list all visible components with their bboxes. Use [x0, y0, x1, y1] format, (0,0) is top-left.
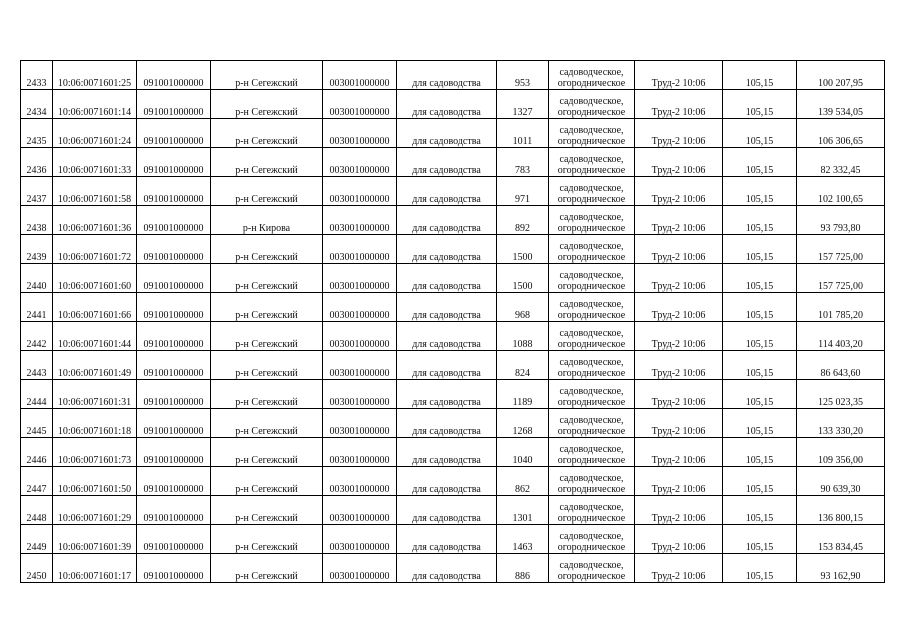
district-cell: р-н Сегежский	[211, 293, 323, 322]
table-body	[21, 61, 885, 583]
okato-code-cell: 091001000000	[137, 496, 211, 525]
land-use-line-1: садоводческое,	[559, 531, 624, 542]
cadastral-value-cell: 102 100,65	[797, 177, 885, 206]
rate-cell: 105,15	[723, 467, 797, 496]
row-number-cell: 2442	[21, 322, 53, 351]
oktmo-code-cell: 003001000000	[323, 554, 397, 583]
land-purpose-cell: для садоводства	[397, 148, 497, 177]
land-use-line-1: садоводческое,	[559, 299, 624, 310]
district-cell: р-н Сегежский	[211, 380, 323, 409]
rate-cell: 105,15	[723, 293, 797, 322]
land-use-line-1: садоводческое,	[559, 212, 624, 223]
oktmo-code-cell: 003001000000	[323, 380, 397, 409]
row-number-cell: 2435	[21, 119, 53, 148]
cadastral-value-cell: 125 023,35	[797, 380, 885, 409]
cadastral-value-cell: 153 834,45	[797, 525, 885, 554]
valuation-zone-cell: Труд-2 10:06	[635, 119, 723, 148]
oktmo-code-cell: 003001000000	[323, 206, 397, 235]
oktmo-code-cell: 003001000000	[323, 438, 397, 467]
cadastral-number-cell: 10:06:0071601:25	[53, 61, 137, 90]
oktmo-code-cell: 003001000000	[323, 119, 397, 148]
district-cell: р-н Сегежский	[211, 322, 323, 351]
row-number-cell: 2436	[21, 148, 53, 177]
area-cell: 1500	[497, 235, 549, 264]
land-use-cell	[549, 322, 635, 351]
cadastral-number-cell: 10:06:0071601:17	[53, 554, 137, 583]
okato-code-cell: 091001000000	[137, 525, 211, 554]
district-cell: р-н Сегежский	[211, 148, 323, 177]
land-use-cell	[549, 554, 635, 583]
valuation-zone-cell: Труд-2 10:06	[635, 90, 723, 119]
land-purpose-cell: для садоводства	[397, 61, 497, 90]
table-row	[21, 525, 885, 554]
valuation-zone-cell: Труд-2 10:06	[635, 554, 723, 583]
land-purpose-cell: для садоводства	[397, 467, 497, 496]
okato-code-cell: 091001000000	[137, 380, 211, 409]
rate-cell: 105,15	[723, 322, 797, 351]
land-use-line-1: садоводческое,	[559, 241, 624, 252]
rate-cell: 105,15	[723, 148, 797, 177]
cadastral-value-cell: 106 306,65	[797, 119, 885, 148]
row-number-cell: 2434	[21, 90, 53, 119]
table-row	[21, 351, 885, 380]
land-use-line-2: огородническое	[557, 194, 626, 205]
oktmo-code-cell: 003001000000	[323, 148, 397, 177]
land-purpose-cell: для садоводства	[397, 438, 497, 467]
cadastral-number-cell: 10:06:0071601:39	[53, 525, 137, 554]
land-use-line-2: огородническое	[557, 223, 626, 234]
land-use-line-1: садоводческое,	[559, 270, 624, 281]
cadastral-value-cell: 93 793,80	[797, 206, 885, 235]
district-cell: р-н Сегежский	[211, 90, 323, 119]
land-use-cell	[549, 264, 635, 293]
table-row	[21, 293, 885, 322]
land-use-line-1: садоводческое,	[559, 125, 624, 136]
oktmo-code-cell: 003001000000	[323, 467, 397, 496]
rate-cell: 105,15	[723, 264, 797, 293]
land-use-line-1: садоводческое,	[559, 444, 624, 455]
valuation-zone-cell: Труд-2 10:06	[635, 61, 723, 90]
valuation-zone-cell: Труд-2 10:06	[635, 496, 723, 525]
table-row	[21, 554, 885, 583]
row-number-cell: 2444	[21, 380, 53, 409]
district-cell: р-н Сегежский	[211, 467, 323, 496]
row-number-cell: 2449	[21, 525, 53, 554]
land-use-cell	[549, 351, 635, 380]
okato-code-cell: 091001000000	[137, 322, 211, 351]
rate-cell: 105,15	[723, 235, 797, 264]
land-use-line-2: огородническое	[557, 455, 626, 466]
cadastral-number-cell: 10:06:0071601:33	[53, 148, 137, 177]
area-cell: 1463	[497, 525, 549, 554]
cadastral-number-cell: 10:06:0071601:50	[53, 467, 137, 496]
land-use-line-1: садоводческое,	[559, 415, 624, 426]
table-row	[21, 61, 885, 90]
cadastral-value-cell: 133 330,20	[797, 409, 885, 438]
area-cell: 1189	[497, 380, 549, 409]
cadastral-value-cell: 100 207,95	[797, 61, 885, 90]
rate-cell: 105,15	[723, 554, 797, 583]
land-use-line-1: садоводческое,	[559, 473, 624, 484]
row-number-cell: 2438	[21, 206, 53, 235]
district-cell: р-н Сегежский	[211, 264, 323, 293]
district-cell: р-н Сегежский	[211, 351, 323, 380]
land-use-cell	[549, 380, 635, 409]
cadastral-value-cell: 109 356,00	[797, 438, 885, 467]
okato-code-cell: 091001000000	[137, 409, 211, 438]
land-use-line-2: огородническое	[557, 484, 626, 495]
valuation-zone-cell: Труд-2 10:06	[635, 322, 723, 351]
land-use-line-1: садоводческое,	[559, 328, 624, 339]
valuation-zone-cell: Труд-2 10:06	[635, 467, 723, 496]
valuation-zone-cell: Труд-2 10:06	[635, 293, 723, 322]
row-number-cell: 2445	[21, 409, 53, 438]
land-use-line-1: садоводческое,	[559, 154, 624, 165]
okato-code-cell: 091001000000	[137, 554, 211, 583]
rate-cell: 105,15	[723, 380, 797, 409]
area-cell: 1040	[497, 438, 549, 467]
row-number-cell: 2448	[21, 496, 53, 525]
table-row	[21, 206, 885, 235]
row-number-cell: 2443	[21, 351, 53, 380]
land-use-line-2: огородническое	[557, 542, 626, 553]
okato-code-cell: 091001000000	[137, 177, 211, 206]
land-purpose-cell: для садоводства	[397, 264, 497, 293]
row-number-cell: 2437	[21, 177, 53, 206]
oktmo-code-cell: 003001000000	[323, 90, 397, 119]
rate-cell: 105,15	[723, 409, 797, 438]
land-purpose-cell: для садоводства	[397, 293, 497, 322]
land-use-cell	[549, 525, 635, 554]
land-purpose-cell: для садоводства	[397, 90, 497, 119]
okato-code-cell: 091001000000	[137, 206, 211, 235]
land-purpose-cell: для садоводства	[397, 322, 497, 351]
cadastral-number-cell: 10:06:0071601:24	[53, 119, 137, 148]
area-cell: 1327	[497, 90, 549, 119]
rate-cell: 105,15	[723, 525, 797, 554]
land-purpose-cell: для садоводства	[397, 177, 497, 206]
valuation-zone-cell: Труд-2 10:06	[635, 264, 723, 293]
valuation-zone-cell: Труд-2 10:06	[635, 148, 723, 177]
cadastral-number-cell: 10:06:0071601:44	[53, 322, 137, 351]
okato-code-cell: 091001000000	[137, 61, 211, 90]
cadastral-number-cell: 10:06:0071601:14	[53, 90, 137, 119]
district-cell: р-н Сегежский	[211, 177, 323, 206]
cadastral-number-cell: 10:06:0071601:60	[53, 264, 137, 293]
land-use-line-1: садоводческое,	[559, 96, 624, 107]
land-use-cell	[549, 293, 635, 322]
cadastral-number-cell: 10:06:0071601:49	[53, 351, 137, 380]
area-cell: 886	[497, 554, 549, 583]
land-purpose-cell: для садоводства	[397, 235, 497, 264]
land-use-cell	[549, 119, 635, 148]
table-row	[21, 148, 885, 177]
district-cell: р-н Сегежский	[211, 61, 323, 90]
land-use-line-2: огородническое	[557, 571, 626, 582]
rate-cell: 105,15	[723, 177, 797, 206]
district-cell: р-н Кирова	[211, 206, 323, 235]
cadastral-number-cell: 10:06:0071601:73	[53, 438, 137, 467]
cadastral-value-cell: 114 403,20	[797, 322, 885, 351]
valuation-zone-cell: Труд-2 10:06	[635, 206, 723, 235]
land-use-cell	[549, 61, 635, 90]
land-use-line-2: огородническое	[557, 368, 626, 379]
land-use-cell	[549, 438, 635, 467]
row-number-cell: 2446	[21, 438, 53, 467]
area-cell: 862	[497, 467, 549, 496]
area-cell: 783	[497, 148, 549, 177]
land-use-line-2: огородническое	[557, 513, 626, 524]
land-use-line-1: садоводческое,	[559, 357, 624, 368]
land-purpose-cell: для садоводства	[397, 351, 497, 380]
oktmo-code-cell: 003001000000	[323, 61, 397, 90]
land-use-line-2: огородническое	[557, 281, 626, 292]
oktmo-code-cell: 003001000000	[323, 293, 397, 322]
rate-cell: 105,15	[723, 438, 797, 467]
cadastral-value-cell: 93 162,90	[797, 554, 885, 583]
district-cell: р-н Сегежский	[211, 119, 323, 148]
okato-code-cell: 091001000000	[137, 438, 211, 467]
rate-cell: 105,15	[723, 206, 797, 235]
valuation-zone-cell: Труд-2 10:06	[635, 380, 723, 409]
valuation-zone-cell: Труд-2 10:06	[635, 438, 723, 467]
area-cell: 968	[497, 293, 549, 322]
cadastral-value-cell: 101 785,20	[797, 293, 885, 322]
district-cell: р-н Сегежский	[211, 554, 323, 583]
district-cell: р-н Сегежский	[211, 496, 323, 525]
table-row	[21, 380, 885, 409]
rate-cell: 105,15	[723, 496, 797, 525]
area-cell: 1500	[497, 264, 549, 293]
valuation-zone-cell: Труд-2 10:06	[635, 177, 723, 206]
area-cell: 1301	[497, 496, 549, 525]
cadastral-value-cell: 139 534,05	[797, 90, 885, 119]
cadastral-value-cell: 157 725,00	[797, 235, 885, 264]
land-registry-table	[20, 60, 885, 583]
okato-code-cell: 091001000000	[137, 351, 211, 380]
land-use-line-2: огородническое	[557, 397, 626, 408]
land-purpose-cell: для садоводства	[397, 119, 497, 148]
oktmo-code-cell: 003001000000	[323, 322, 397, 351]
cadastral-number-cell: 10:06:0071601:18	[53, 409, 137, 438]
area-cell: 971	[497, 177, 549, 206]
land-purpose-cell: для садоводства	[397, 206, 497, 235]
district-cell: р-н Сегежский	[211, 438, 323, 467]
table-row	[21, 322, 885, 351]
area-cell: 1088	[497, 322, 549, 351]
land-use-line-1: садоводческое,	[559, 67, 624, 78]
oktmo-code-cell: 003001000000	[323, 264, 397, 293]
cadastral-value-cell: 157 725,00	[797, 264, 885, 293]
oktmo-code-cell: 003001000000	[323, 177, 397, 206]
row-number-cell: 2450	[21, 554, 53, 583]
oktmo-code-cell: 003001000000	[323, 409, 397, 438]
cadastral-value-cell: 86 643,60	[797, 351, 885, 380]
oktmo-code-cell: 003001000000	[323, 496, 397, 525]
cadastral-number-cell: 10:06:0071601:66	[53, 293, 137, 322]
cadastral-number-cell: 10:06:0071601:36	[53, 206, 137, 235]
land-purpose-cell: для садоводства	[397, 554, 497, 583]
area-cell: 953	[497, 61, 549, 90]
cadastral-number-cell: 10:06:0071601:58	[53, 177, 137, 206]
valuation-zone-cell: Труд-2 10:06	[635, 409, 723, 438]
area-cell: 1268	[497, 409, 549, 438]
valuation-zone-cell: Труд-2 10:06	[635, 351, 723, 380]
cadastral-value-cell: 136 800,15	[797, 496, 885, 525]
district-cell: р-н Сегежский	[211, 525, 323, 554]
land-use-cell	[549, 148, 635, 177]
land-use-line-1: садоводческое,	[559, 183, 624, 194]
land-use-cell	[549, 206, 635, 235]
cadastral-value-cell: 90 639,30	[797, 467, 885, 496]
land-use-cell	[549, 177, 635, 206]
oktmo-code-cell: 003001000000	[323, 525, 397, 554]
land-purpose-cell: для садоводства	[397, 409, 497, 438]
table-row	[21, 467, 885, 496]
land-use-cell	[549, 235, 635, 264]
rate-cell: 105,15	[723, 90, 797, 119]
okato-code-cell: 091001000000	[137, 467, 211, 496]
oktmo-code-cell: 003001000000	[323, 235, 397, 264]
area-cell: 1011	[497, 119, 549, 148]
land-purpose-cell: для садоводства	[397, 525, 497, 554]
oktmo-code-cell: 003001000000	[323, 351, 397, 380]
rate-cell: 105,15	[723, 351, 797, 380]
valuation-zone-cell: Труд-2 10:06	[635, 525, 723, 554]
land-use-cell	[549, 496, 635, 525]
cadastral-number-cell: 10:06:0071601:29	[53, 496, 137, 525]
table-row	[21, 409, 885, 438]
district-cell: р-н Сегежский	[211, 235, 323, 264]
land-use-cell	[549, 467, 635, 496]
cadastral-number-cell: 10:06:0071601:31	[53, 380, 137, 409]
area-cell: 824	[497, 351, 549, 380]
land-use-line-2: огородническое	[557, 252, 626, 263]
land-use-line-1: садоводческое,	[559, 502, 624, 513]
row-number-cell: 2433	[21, 61, 53, 90]
land-use-line-2: огородническое	[557, 426, 626, 437]
land-use-line-1: садоводческое,	[559, 560, 624, 571]
valuation-zone-cell: Труд-2 10:06	[635, 235, 723, 264]
land-use-line-2: огородническое	[557, 165, 626, 176]
okato-code-cell: 091001000000	[137, 148, 211, 177]
rate-cell: 105,15	[723, 61, 797, 90]
okato-code-cell: 091001000000	[137, 293, 211, 322]
land-use-line-2: огородническое	[557, 339, 626, 350]
land-use-line-2: огородническое	[557, 310, 626, 321]
table-row	[21, 264, 885, 293]
row-number-cell: 2441	[21, 293, 53, 322]
land-use-line-2: огородническое	[557, 78, 626, 89]
land-use-line-1: садоводческое,	[559, 386, 624, 397]
land-use-line-2: огородническое	[557, 107, 626, 118]
okato-code-cell: 091001000000	[137, 90, 211, 119]
rate-cell: 105,15	[723, 119, 797, 148]
land-use-cell	[549, 409, 635, 438]
cadastral-value-cell: 82 332,45	[797, 148, 885, 177]
row-number-cell: 2447	[21, 467, 53, 496]
row-number-cell: 2439	[21, 235, 53, 264]
area-cell: 892	[497, 206, 549, 235]
table-row	[21, 177, 885, 206]
land-use-cell	[549, 90, 635, 119]
table-row	[21, 235, 885, 264]
cadastral-number-cell: 10:06:0071601:72	[53, 235, 137, 264]
okato-code-cell: 091001000000	[137, 119, 211, 148]
table-row	[21, 496, 885, 525]
land-purpose-cell: для садоводства	[397, 380, 497, 409]
table-row	[21, 438, 885, 467]
table-row	[21, 119, 885, 148]
land-purpose-cell: для садоводства	[397, 496, 497, 525]
row-number-cell: 2440	[21, 264, 53, 293]
district-cell: р-н Сегежский	[211, 409, 323, 438]
okato-code-cell: 091001000000	[137, 264, 211, 293]
okato-code-cell: 091001000000	[137, 235, 211, 264]
table-row	[21, 90, 885, 119]
land-use-line-2: огородническое	[557, 136, 626, 147]
